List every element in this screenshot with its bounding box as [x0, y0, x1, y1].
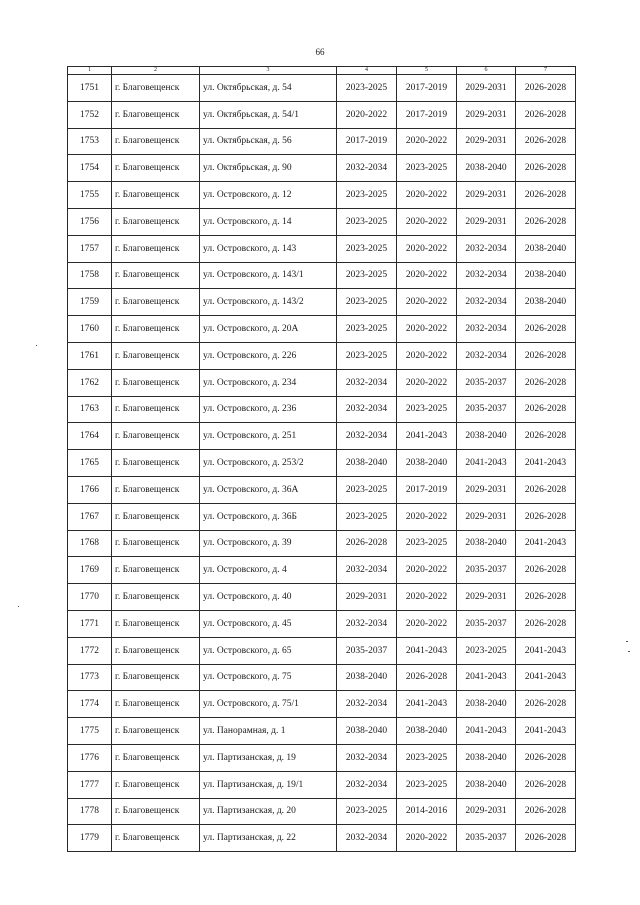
city-cell: г. Благовещенск: [112, 235, 200, 262]
period-col7-cell: 2026-2028: [516, 316, 576, 343]
address-cell: ул. Островского, д. 36Б: [200, 503, 337, 530]
period-col7-cell: 2026-2028: [516, 396, 576, 423]
period-col4-cell: 2023-2025: [337, 476, 397, 503]
row-number: 1763: [68, 396, 112, 423]
city-cell: г. Благовещенск: [112, 503, 200, 530]
column-number-row: [68, 67, 576, 75]
table-row: [68, 503, 576, 530]
table-row: [68, 450, 576, 477]
period-col4-cell: 2023-2025: [337, 798, 397, 825]
period-col4-cell: 2032-2034: [337, 825, 397, 852]
period-col6-cell: 2038-2040: [457, 155, 516, 182]
address-cell: ул. Островского, д. 45: [200, 610, 337, 637]
period-col6-cell: 2038-2040: [457, 691, 516, 718]
row-number: 1779: [68, 825, 112, 852]
period-col7-cell: 2026-2028: [516, 503, 576, 530]
period-col5-cell: 2041-2043: [397, 691, 457, 718]
period-col4-cell: 2023-2025: [337, 289, 397, 316]
period-col6-cell: 2032-2034: [457, 235, 516, 262]
period-col6-cell: 2035-2037: [457, 369, 516, 396]
table-row: [68, 101, 576, 128]
period-col4-cell: 2038-2040: [337, 718, 397, 745]
table-row: [68, 744, 576, 771]
city-cell: г. Благовещенск: [112, 316, 200, 343]
period-col4-cell: 2035-2037: [337, 637, 397, 664]
row-number: 1770: [68, 584, 112, 611]
period-col6-cell: 2029-2031: [457, 476, 516, 503]
city-cell: г. Благовещенск: [112, 584, 200, 611]
row-number: 1772: [68, 637, 112, 664]
city-cell: г. Благовещенск: [112, 718, 200, 745]
address-cell: ул. Островского, д. 4: [200, 557, 337, 584]
period-col5-cell: 2017-2019: [397, 101, 457, 128]
period-col4-cell: 2029-2031: [337, 584, 397, 611]
period-col5-cell: 2020-2022: [397, 316, 457, 343]
address-cell: ул. Партизанская, д. 22: [200, 825, 337, 852]
period-col4-cell: 2032-2034: [337, 744, 397, 771]
address-cell: ул. Островского, д. 14: [200, 208, 337, 235]
table-row: [68, 128, 576, 155]
table-row: [68, 182, 576, 209]
address-cell: ул. Островского, д. 226: [200, 342, 337, 369]
period-col5-cell: 2023-2025: [397, 155, 457, 182]
period-col7-cell: 2026-2028: [516, 208, 576, 235]
table-row: [68, 235, 576, 262]
period-col7-cell: 2026-2028: [516, 744, 576, 771]
housing-repair-table: [67, 66, 576, 852]
scan-speck: [18, 606, 19, 607]
city-cell: г. Благовещенск: [112, 208, 200, 235]
period-col5-cell: 2017-2019: [397, 476, 457, 503]
period-col7-cell: 2026-2028: [516, 691, 576, 718]
period-col4-cell: 2032-2034: [337, 396, 397, 423]
city-cell: г. Благовещенск: [112, 75, 200, 102]
period-col5-cell: 2020-2022: [397, 262, 457, 289]
city-cell: г. Благовещенск: [112, 691, 200, 718]
column-header: 1: [68, 67, 112, 75]
city-cell: г. Благовещенск: [112, 530, 200, 557]
column-header: 4: [337, 67, 397, 75]
row-number: 1777: [68, 771, 112, 798]
address-cell: ул. Островского, д. 75: [200, 664, 337, 691]
row-number: 1757: [68, 235, 112, 262]
table-row: [68, 718, 576, 745]
period-col7-cell: 2041-2043: [516, 530, 576, 557]
period-col7-cell: 2026-2028: [516, 825, 576, 852]
address-cell: ул. Партизанская, д. 20: [200, 798, 337, 825]
period-col4-cell: 2020-2022: [337, 101, 397, 128]
row-number: 1767: [68, 503, 112, 530]
city-cell: г. Благовещенск: [112, 155, 200, 182]
row-number: 1753: [68, 128, 112, 155]
period-col6-cell: 2041-2043: [457, 450, 516, 477]
column-header: 2: [112, 67, 200, 75]
table-row: [68, 262, 576, 289]
table-row: [68, 75, 576, 102]
city-cell: г. Благовещенск: [112, 101, 200, 128]
period-col4-cell: 2023-2025: [337, 235, 397, 262]
city-cell: г. Благовещенск: [112, 262, 200, 289]
scan-speck: [36, 345, 37, 346]
table-row: [68, 584, 576, 611]
period-col6-cell: 2023-2025: [457, 637, 516, 664]
city-cell: г. Благовещенск: [112, 825, 200, 852]
period-col7-cell: 2038-2040: [516, 262, 576, 289]
address-cell: ул. Партизанская, д. 19/1: [200, 771, 337, 798]
city-cell: г. Благовещенск: [112, 771, 200, 798]
period-col6-cell: 2035-2037: [457, 396, 516, 423]
period-col6-cell: 2032-2034: [457, 262, 516, 289]
period-col5-cell: 2023-2025: [397, 771, 457, 798]
period-col4-cell: 2023-2025: [337, 75, 397, 102]
period-col5-cell: 2020-2022: [397, 182, 457, 209]
period-col4-cell: 2032-2034: [337, 610, 397, 637]
table-row: [68, 369, 576, 396]
address-cell: ул. Островского, д. 234: [200, 369, 337, 396]
address-cell: ул. Островского, д. 253/2: [200, 450, 337, 477]
period-col7-cell: 2026-2028: [516, 771, 576, 798]
row-number: 1755: [68, 182, 112, 209]
period-col6-cell: 2029-2031: [457, 182, 516, 209]
period-col7-cell: 2041-2043: [516, 637, 576, 664]
row-number: 1756: [68, 208, 112, 235]
period-col7-cell: 2038-2040: [516, 289, 576, 316]
period-col7-cell: 2041-2043: [516, 718, 576, 745]
table-row: [68, 691, 576, 718]
period-col7-cell: 2026-2028: [516, 557, 576, 584]
address-cell: ул. Островского, д. 143: [200, 235, 337, 262]
period-col6-cell: 2029-2031: [457, 101, 516, 128]
period-col6-cell: 2038-2040: [457, 423, 516, 450]
period-col4-cell: 2026-2028: [337, 530, 397, 557]
period-col7-cell: 2026-2028: [516, 423, 576, 450]
row-number: 1775: [68, 718, 112, 745]
table-body: [68, 75, 576, 852]
period-col5-cell: 2041-2043: [397, 637, 457, 664]
city-cell: г. Благовещенск: [112, 744, 200, 771]
row-number: 1766: [68, 476, 112, 503]
row-number: 1759: [68, 289, 112, 316]
period-col4-cell: 2038-2040: [337, 450, 397, 477]
row-number: 1764: [68, 423, 112, 450]
scan-speck: [626, 641, 628, 642]
period-col4-cell: 2032-2034: [337, 369, 397, 396]
table-row: [68, 396, 576, 423]
period-col4-cell: 2038-2040: [337, 664, 397, 691]
period-col5-cell: 2020-2022: [397, 584, 457, 611]
period-col4-cell: 2023-2025: [337, 182, 397, 209]
address-cell: ул. Островского, д. 143/2: [200, 289, 337, 316]
period-col5-cell: 2020-2022: [397, 128, 457, 155]
period-col4-cell: 2023-2025: [337, 342, 397, 369]
period-col6-cell: 2035-2037: [457, 557, 516, 584]
period-col6-cell: 2041-2043: [457, 664, 516, 691]
row-number: 1751: [68, 75, 112, 102]
address-cell: ул. Октябрьская, д. 54: [200, 75, 337, 102]
period-col4-cell: 2023-2025: [337, 503, 397, 530]
period-col5-cell: 2023-2025: [397, 530, 457, 557]
address-cell: ул. Островского, д. 251: [200, 423, 337, 450]
period-col6-cell: 2029-2031: [457, 584, 516, 611]
city-cell: г. Благовещенск: [112, 798, 200, 825]
period-col7-cell: 2026-2028: [516, 182, 576, 209]
column-header: 3: [200, 67, 337, 75]
address-cell: ул. Островского, д. 36А: [200, 476, 337, 503]
period-col6-cell: 2035-2037: [457, 825, 516, 852]
period-col4-cell: 2023-2025: [337, 262, 397, 289]
table-row: [68, 155, 576, 182]
period-col4-cell: 2032-2034: [337, 155, 397, 182]
row-number: 1771: [68, 610, 112, 637]
row-number: 1761: [68, 342, 112, 369]
period-col4-cell: 2032-2034: [337, 691, 397, 718]
period-col7-cell: 2026-2028: [516, 584, 576, 611]
period-col7-cell: 2026-2028: [516, 476, 576, 503]
address-cell: ул. Островского, д. 40: [200, 584, 337, 611]
address-cell: ул. Островского, д. 65: [200, 637, 337, 664]
city-cell: г. Благовещенск: [112, 557, 200, 584]
table-row: [68, 825, 576, 852]
row-number: 1769: [68, 557, 112, 584]
period-col7-cell: 2026-2028: [516, 155, 576, 182]
table-row: [68, 476, 576, 503]
period-col5-cell: 2017-2019: [397, 75, 457, 102]
table-row: [68, 316, 576, 343]
table-row: [68, 530, 576, 557]
row-number: 1758: [68, 262, 112, 289]
row-number: 1754: [68, 155, 112, 182]
period-col7-cell: 2026-2028: [516, 75, 576, 102]
period-col7-cell: 2041-2043: [516, 664, 576, 691]
city-cell: г. Благовещенск: [112, 476, 200, 503]
period-col7-cell: 2026-2028: [516, 369, 576, 396]
table-row: [68, 771, 576, 798]
period-col7-cell: 2026-2028: [516, 798, 576, 825]
period-col7-cell: 2041-2043: [516, 450, 576, 477]
address-cell: ул. Октябрьская, д. 90: [200, 155, 337, 182]
address-cell: ул. Островского, д. 39: [200, 530, 337, 557]
row-number: 1774: [68, 691, 112, 718]
column-header: 5: [397, 67, 457, 75]
period-col4-cell: 2032-2034: [337, 557, 397, 584]
period-col6-cell: 2035-2037: [457, 610, 516, 637]
period-col7-cell: 2026-2028: [516, 610, 576, 637]
period-col5-cell: 2023-2025: [397, 744, 457, 771]
address-cell: ул. Панорамная, д. 1: [200, 718, 337, 745]
address-cell: ул. Партизанская, д. 19: [200, 744, 337, 771]
table-row: [68, 798, 576, 825]
city-cell: г. Благовещенск: [112, 637, 200, 664]
period-col7-cell: 2026-2028: [516, 128, 576, 155]
period-col6-cell: 2032-2034: [457, 289, 516, 316]
period-col6-cell: 2032-2034: [457, 342, 516, 369]
row-number: 1752: [68, 101, 112, 128]
period-col5-cell: 2020-2022: [397, 342, 457, 369]
city-cell: г. Благовещенск: [112, 450, 200, 477]
city-cell: г. Благовещенск: [112, 664, 200, 691]
period-col6-cell: 2029-2031: [457, 75, 516, 102]
period-col5-cell: 2038-2040: [397, 450, 457, 477]
city-cell: г. Благовещенск: [112, 423, 200, 450]
address-cell: ул. Островского, д. 12: [200, 182, 337, 209]
city-cell: г. Благовещенск: [112, 369, 200, 396]
period-col7-cell: 2026-2028: [516, 101, 576, 128]
period-col5-cell: 2020-2022: [397, 235, 457, 262]
address-cell: ул. Островского, д. 20А: [200, 316, 337, 343]
period-col6-cell: 2029-2031: [457, 798, 516, 825]
period-col4-cell: 2023-2025: [337, 316, 397, 343]
city-cell: г. Благовещенск: [112, 182, 200, 209]
period-col7-cell: 2038-2040: [516, 235, 576, 262]
row-number: 1778: [68, 798, 112, 825]
address-cell: ул. Островского, д. 75/1: [200, 691, 337, 718]
table-row: [68, 208, 576, 235]
period-col6-cell: 2041-2043: [457, 718, 516, 745]
row-number: 1765: [68, 450, 112, 477]
period-col6-cell: 2032-2034: [457, 316, 516, 343]
period-col4-cell: 2032-2034: [337, 423, 397, 450]
period-col4-cell: 2023-2025: [337, 208, 397, 235]
address-cell: ул. Октябрьская, д. 56: [200, 128, 337, 155]
period-col6-cell: 2029-2031: [457, 208, 516, 235]
city-cell: г. Благовещенск: [112, 396, 200, 423]
period-col6-cell: 2029-2031: [457, 503, 516, 530]
period-col5-cell: 2020-2022: [397, 825, 457, 852]
table-row: [68, 557, 576, 584]
period-col6-cell: 2038-2040: [457, 530, 516, 557]
period-col5-cell: 2041-2043: [397, 423, 457, 450]
period-col6-cell: 2038-2040: [457, 771, 516, 798]
table-row: [68, 664, 576, 691]
period-col5-cell: 2038-2040: [397, 718, 457, 745]
row-number: 1768: [68, 530, 112, 557]
period-col4-cell: 2017-2019: [337, 128, 397, 155]
address-cell: ул. Островского, д. 143/1: [200, 262, 337, 289]
row-number: 1773: [68, 664, 112, 691]
table-row: [68, 289, 576, 316]
period-col7-cell: 2026-2028: [516, 342, 576, 369]
row-number: 1776: [68, 744, 112, 771]
period-col5-cell: 2020-2022: [397, 503, 457, 530]
address-cell: ул. Островского, д. 236: [200, 396, 337, 423]
city-cell: г. Благовещенск: [112, 610, 200, 637]
period-col5-cell: 2023-2025: [397, 396, 457, 423]
scan-speck: [628, 651, 630, 652]
row-number: 1760: [68, 316, 112, 343]
period-col5-cell: 2014-2016: [397, 798, 457, 825]
period-col6-cell: 2029-2031: [457, 128, 516, 155]
period-col4-cell: 2032-2034: [337, 771, 397, 798]
period-col5-cell: 2020-2022: [397, 289, 457, 316]
period-col5-cell: 2020-2022: [397, 610, 457, 637]
period-col5-cell: 2020-2022: [397, 208, 457, 235]
row-number: 1762: [68, 369, 112, 396]
period-col5-cell: 2020-2022: [397, 557, 457, 584]
period-col6-cell: 2038-2040: [457, 744, 516, 771]
address-cell: ул. Октябрьская, д. 54/1: [200, 101, 337, 128]
page-number: 66: [315, 47, 325, 57]
period-col5-cell: 2020-2022: [397, 369, 457, 396]
city-cell: г. Благовещенск: [112, 342, 200, 369]
table-row: [68, 637, 576, 664]
city-cell: г. Благовещенск: [112, 128, 200, 155]
table-row: [68, 423, 576, 450]
city-cell: г. Благовещенск: [112, 289, 200, 316]
table-row: [68, 342, 576, 369]
period-col5-cell: 2026-2028: [397, 664, 457, 691]
column-header: 7: [516, 67, 576, 75]
table-row: [68, 610, 576, 637]
column-header: 6: [457, 67, 516, 75]
